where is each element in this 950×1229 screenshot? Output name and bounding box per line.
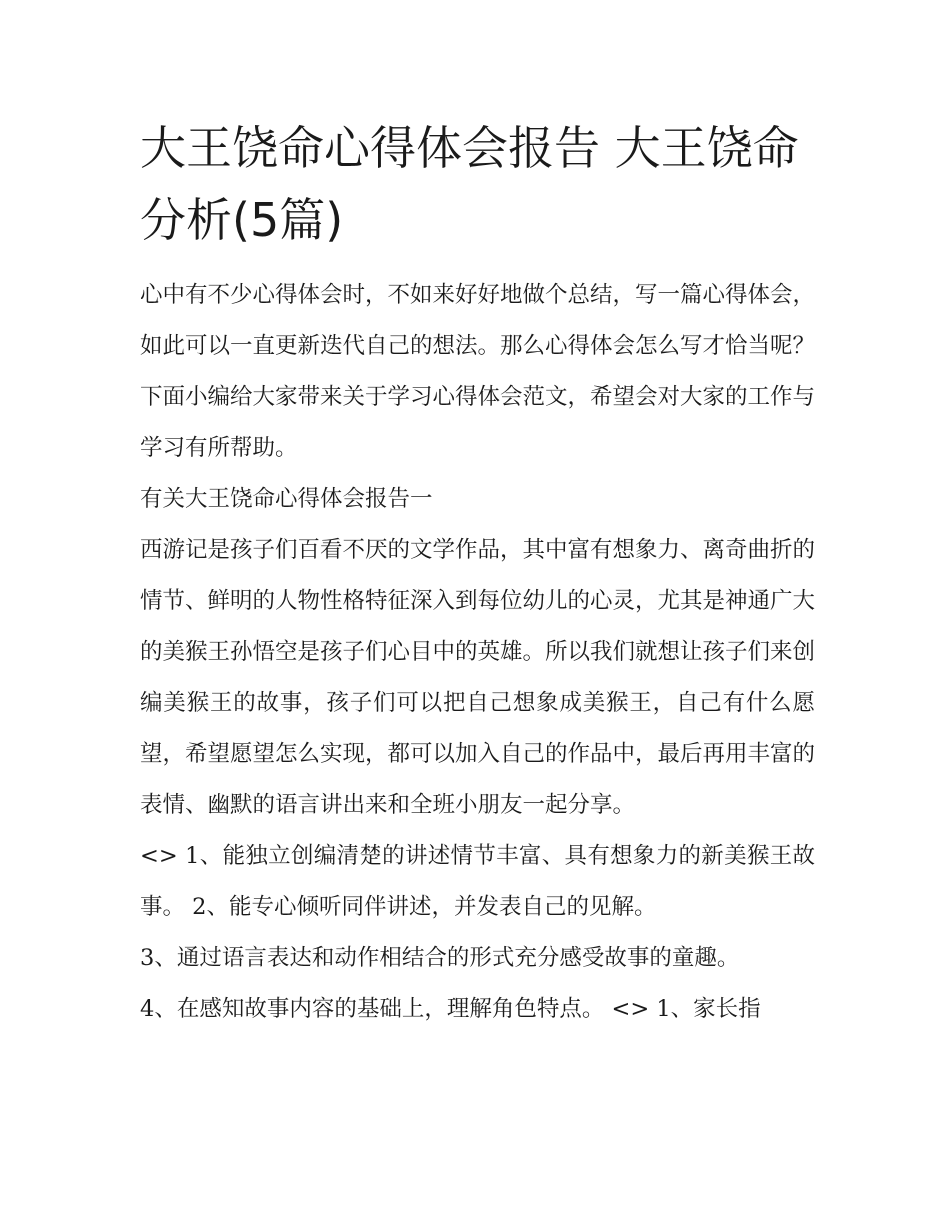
goal-paragraph-3: 3、通过语言表达和动作相结合的形式充分感受故事的童趣。: [140, 945, 740, 971]
goal-paragraph-4: 4、在感知故事内容的基础上，理解角色特点。 <> 1、家长指: [140, 996, 761, 1022]
section-heading: 有关大王饶命心得体会报告一: [140, 486, 433, 512]
document-page: [140, 112, 815, 1035]
document-title: 大王饶命心得体会报告 大王饶命分析(5篇): [140, 121, 799, 247]
body-paragraph: 西游记是孩子们百看不厌的文学作品，其中富有想象力、离奇曲折的情节、鲜明的人物性格特征深入到每位幼儿的心灵，尤其是神通广大的美猴王孙悟空是孩子们心目中的英雄。所以我们就想让孩子们来创编美猴王的故事，孩子们可以把自己想象成美猴王，自己有什么愿望，希望愿望怎么实现，都可以加入自己的作品中，最后再用丰富的表情、幽默的语言讲出来和全班小朋友一起分享。: [140, 537, 816, 818]
goal-paragraph-1: <> 1、能独立创编清楚的讲述情节丰富、具有想象力的新美猴王故事。 2、能专心倾听同伴讲述，并发表自己的见解。: [140, 843, 815, 920]
intro-paragraph: 心中有不少心得体会时，不如来好好地做个总结，写一篇心得体会，如此可以一直更新迭代自己的想法。那么心得体会怎么写才恰当呢？下面小编给大家带来关于学习心得体会范文，希望会对大家的工作与学习有所帮助。: [140, 282, 816, 461]
